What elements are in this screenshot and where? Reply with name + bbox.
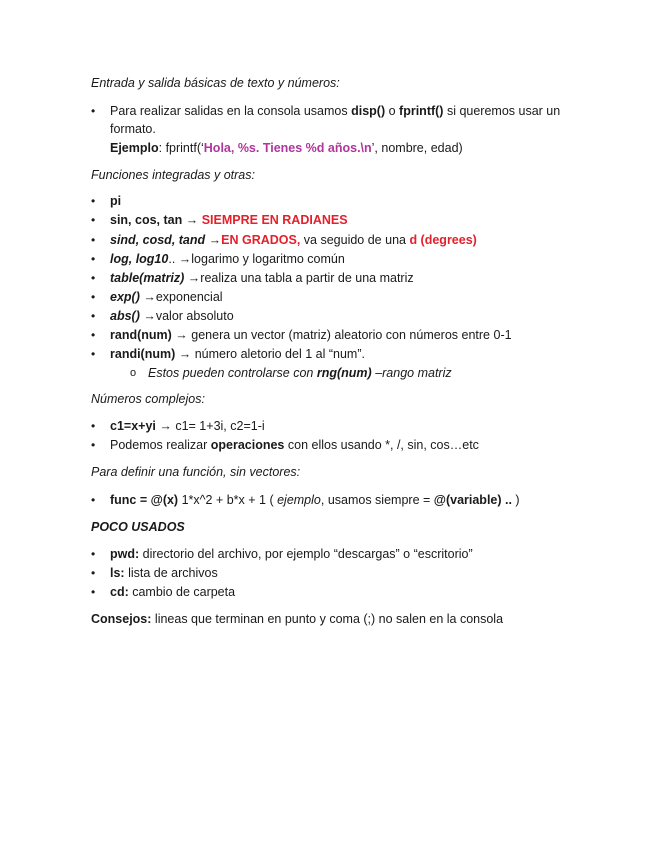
heading-text: Funciones integradas y otras: <box>91 168 255 182</box>
keyword: pwd: <box>110 547 140 561</box>
item-text: , usamos siempre = <box>320 493 434 507</box>
item-text: Estos pueden controlarse con <box>148 366 317 380</box>
item-text: →realiza una tabla a partir de una matriz <box>184 271 414 285</box>
list-item-output-line2 <box>110 122 156 137</box>
item-text: ) <box>511 493 520 507</box>
section-heading-function-def <box>91 465 300 480</box>
bullet: • <box>91 328 96 342</box>
list-item-ls <box>110 566 218 581</box>
list-item-anon-func <box>110 493 520 508</box>
tip-label: Consejos: <box>91 612 152 626</box>
bullet: • <box>91 585 96 599</box>
keyword: c1=x+yi <box>110 419 156 433</box>
keyword: log, log10 <box>110 252 169 266</box>
keyword: randi(num) <box>110 347 176 361</box>
list-item-log <box>110 252 345 267</box>
keyword: cd: <box>110 585 129 599</box>
sub-list-item-rng <box>148 366 452 381</box>
item-text: → genera un vector (matriz) aleatorio con números entre 0-1 <box>171 328 512 342</box>
keyword: disp() <box>351 104 386 118</box>
keyword: rng(num) <box>316 366 372 380</box>
sub-bullet: o <box>130 367 137 379</box>
tip-text: lineas que terminan en punto y coma (;) no salen en la consola <box>151 612 504 626</box>
list-item-cd <box>110 585 235 600</box>
keyword: ls: <box>110 566 125 580</box>
example-label: Ejemplo <box>110 141 159 155</box>
item-text: va seguido de una <box>300 233 410 247</box>
keyword: operaciones <box>210 438 285 452</box>
section-heading-complex <box>91 392 205 407</box>
bullet: • <box>91 419 96 433</box>
highlight-note: SIEMPRE EN RADIANES <box>201 213 348 227</box>
heading-text: Números complejos: <box>91 392 205 406</box>
list-item-rand <box>110 328 512 343</box>
item-text: cambio de carpeta <box>128 585 236 599</box>
keyword: fprintf() <box>399 104 444 118</box>
item-text: –rango matriz <box>371 366 452 380</box>
item-text: → número aletorio del 1 al “num”. <box>175 347 365 361</box>
heading-text: Para definir una función, sin vectores: <box>91 465 301 479</box>
list-item-randi <box>110 347 365 362</box>
item-text: → c1= 1+3i, c2=1-i <box>155 419 265 433</box>
bullet: • <box>91 438 96 452</box>
example-line <box>110 141 463 156</box>
item-text: formato. <box>110 122 156 136</box>
item-text: directorio del archivo, por ejemplo “descargas” o “escritorio” <box>139 547 473 561</box>
format-string: Hola, %s. Tienes %d años.\n <box>203 141 372 155</box>
bullet: • <box>91 194 96 208</box>
item-text: lista de archivos <box>124 566 218 580</box>
arrow: → <box>182 213 202 227</box>
keyword: table(matriz) <box>110 271 185 285</box>
list-item-exp <box>110 290 223 305</box>
keyword: func = @(x) <box>110 493 179 507</box>
item-text: Podemos realizar <box>110 438 211 452</box>
tip-paragraph <box>91 612 503 627</box>
highlight-note: EN GRADOS, <box>221 233 301 247</box>
keyword: sind, cosd, tand <box>110 233 206 247</box>
keyword: sin, cos, tan <box>110 213 183 227</box>
list-item-complex-def <box>110 419 265 434</box>
bullet: • <box>91 493 96 507</box>
section-heading-rare <box>91 520 185 535</box>
heading-text: POCO USADOS <box>91 520 185 534</box>
keyword: abs() <box>110 309 140 323</box>
item-text: : fprintf(‘ <box>158 141 204 155</box>
list-item-output <box>110 104 560 119</box>
arrow: → <box>205 233 222 247</box>
item-text: o <box>385 104 400 118</box>
bullet: • <box>91 547 96 561</box>
item-text: →exponencial <box>139 290 223 304</box>
bullet: • <box>91 104 96 118</box>
bullet: • <box>91 566 96 580</box>
list-item-trig <box>110 213 348 228</box>
section-heading-functions <box>91 168 255 183</box>
bullet: • <box>91 309 96 323</box>
keyword: exp() <box>110 290 140 304</box>
item-text: ’, nombre, edad) <box>371 141 463 155</box>
keyword: pi <box>110 194 122 208</box>
item-text: 1*x^2 + b*x + 1 ( <box>178 493 278 507</box>
list-item-abs <box>110 309 234 324</box>
item-text: ejemplo <box>277 493 321 507</box>
item-text: .. →logarimo y logaritmo común <box>168 252 345 266</box>
list-item-trigd <box>110 233 477 248</box>
section-heading-io <box>91 76 340 91</box>
list-item-complex-ops <box>110 438 479 453</box>
list-item-table <box>110 271 414 286</box>
item-text: →valor absoluto <box>139 309 234 323</box>
keyword: @(variable) .. <box>433 493 512 507</box>
bullet: • <box>91 271 96 285</box>
item-text: con ellos usando *, /, sin, cos…etc <box>284 438 479 452</box>
highlight-note: d (degrees) <box>409 233 477 247</box>
bullet: • <box>91 213 96 227</box>
bullet: • <box>91 252 96 266</box>
item-text: si queremos usar un <box>443 104 561 118</box>
bullet: • <box>91 347 96 361</box>
heading-text: Entrada y salida básicas de texto y números: <box>91 76 340 90</box>
list-item-pwd <box>110 547 473 562</box>
bullet: • <box>91 233 96 247</box>
bullet: • <box>91 290 96 304</box>
keyword: rand(num) <box>110 328 172 342</box>
list-item-pi <box>110 194 121 209</box>
item-text: Para realizar salidas en la consola usamos <box>110 104 352 118</box>
